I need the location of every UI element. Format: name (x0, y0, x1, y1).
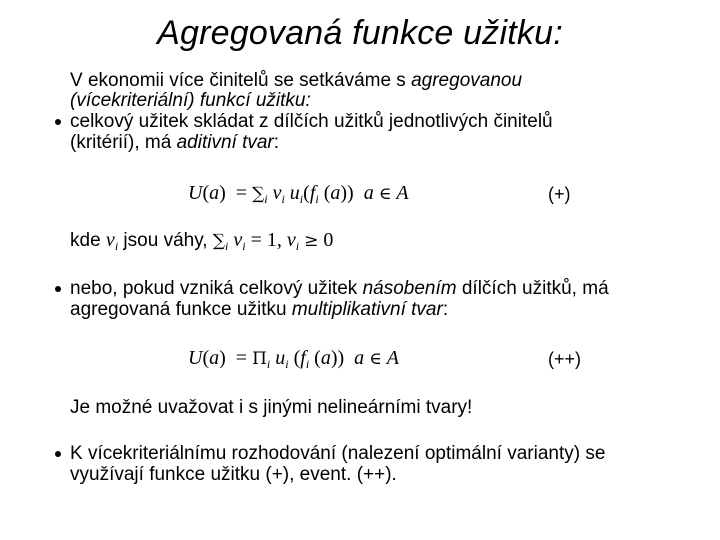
bullet1-suffix: : (273, 132, 280, 153)
intro-italic: agregovanou (411, 70, 523, 91)
formula-additive: $U(a) = \sum_i$ $v_i$ $u_i(f_i$ (a)) a ∈ A (188, 182, 409, 206)
intro-line-2 (70, 91, 311, 111)
bullet-icon (55, 286, 61, 292)
formula-tag-additive: (+) (548, 184, 571, 204)
bullet2-text-2: agregovaná funkce užitku (70, 299, 292, 320)
bullet1-text: (kritérií), má (70, 132, 177, 153)
weights-prefix: kde (70, 230, 106, 251)
intro-text: V ekonomii více činitelů se setkáváme s (70, 70, 412, 91)
formula-multiplicative: $U(a) = \Pi_i$ $u_i$ ($f_i$ (a)) a ∈ A (188, 347, 399, 371)
note-text: Je možné uvažovat i s jinými nelineárními tvary! (70, 397, 473, 418)
formula-tag-multiplicative: (++) (548, 349, 582, 369)
product-symbol: Π (252, 349, 267, 369)
weights-line: kde $v_i$ jsou váhy, $\sum_i$ $v_i = 1$, $v_i \ge 0$ (70, 229, 334, 253)
bullet1-line-2 (70, 133, 279, 153)
bullet2-italic-2: multiplikativní tvar (291, 299, 443, 320)
sum-symbol: ∑ (252, 184, 265, 204)
intro-italic-2: (vícekriteriální) funkcí užitku: (70, 90, 311, 111)
intro-line-1 (70, 71, 522, 91)
bullet2-line-2 (70, 300, 448, 320)
weights-condition: $\sum_i$ $v_i = 1$, $v_i \ge 0$ (212, 229, 334, 253)
bullet-icon (55, 119, 61, 125)
bullet2-line-1 (70, 279, 609, 299)
bullet3-line-1: K vícekriteriálnímu rozhodování (nalezení optimální varianty) se (70, 443, 606, 464)
bullet2-suffix: dílčích užitků, má (456, 278, 609, 299)
bullet3-line-2: využívají funkce užitku (+), event. (++). (70, 464, 397, 485)
bullet2-italic: násobením (362, 278, 457, 299)
slide-title: Agregovaná funkce užitku: (157, 14, 563, 52)
bullet1-line-1: celkový užitek skládat z dílčích užitků jednotlivých činitelů (70, 111, 553, 132)
bullet2-suffix-2: : (442, 299, 449, 320)
weights-middle: jsou váhy, (118, 230, 213, 251)
bullet1-italic: aditivní tvar (176, 132, 274, 153)
bullet-icon (55, 451, 61, 457)
bullet2-text: nebo, pokud vzniká celkový užitek (70, 278, 363, 299)
